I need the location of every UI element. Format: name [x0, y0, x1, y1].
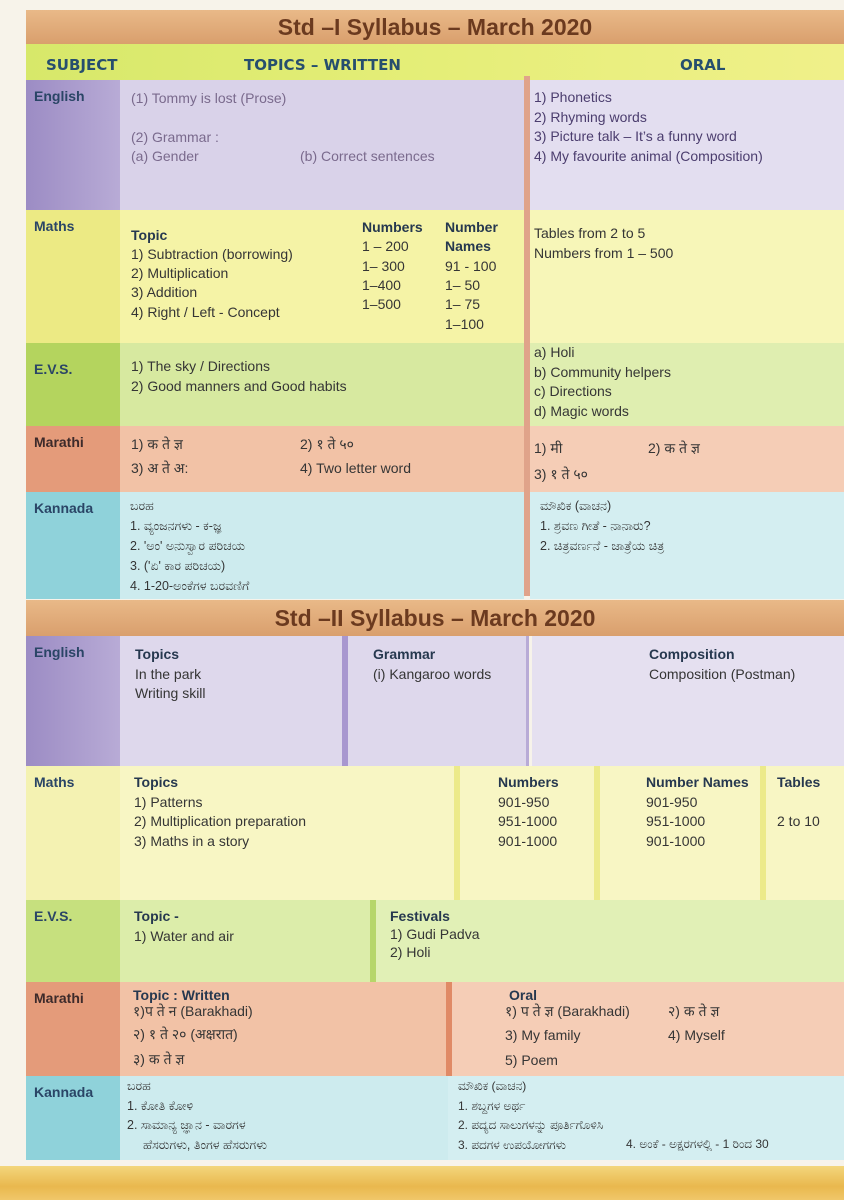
std2-marathi-w3: ३) क ते ज्ञ [133, 1051, 185, 1067]
english-grammar: (2) Grammar : [131, 129, 219, 145]
std2-marathi-subject: Marathi [26, 982, 120, 1076]
std2-marathi-o1: १) प ते ज्ञ (Barakhadi) [505, 1003, 630, 1019]
kannada-w-head: ಬರಹ [130, 499, 154, 513]
evs-oral-3: c) Directions [534, 383, 612, 399]
std2-maths-topic-2: 2) Multiplication preparation [134, 813, 306, 829]
std2-kannada-w-2: 2. ಸಾಮಾನ್ಯ ಜ್ಞಾನ - ವಾರಗಳ [127, 1118, 246, 1132]
maths-numbers-3: 1–400 [362, 277, 401, 293]
kannada-o-head: ಮೌಖಿಕ (ವಾಚನ) [540, 499, 612, 513]
english-sentences: (b) Correct sentences [300, 148, 435, 164]
english-prose: (1) Tommy is lost (Prose) [131, 90, 287, 106]
marathi-o2: 2) क ते ज्ञ [648, 440, 700, 456]
std2-kannada-o-2: 2. ಪದ್ಯದ ಸಾಲುಗಳನ್ನು ಪೂರ್ತಿಗೊಳಿಸಿ [458, 1118, 604, 1132]
std2-maths-numbers-3: 901-1000 [498, 832, 558, 849]
std2-english-topics-label: Topics [135, 646, 180, 662]
marathi-w3: 3) अ ते अ: [131, 460, 189, 476]
std1-english-written [120, 80, 524, 210]
kannada-w-3: 3. ('ಏ' ಕಾರ ಪರಿಚಯ) [130, 559, 226, 573]
std2-marathi-o3: 3) My family [505, 1027, 581, 1043]
std2-maths-tables-value: 2 to 10 [777, 812, 820, 829]
maths-names-label-2: Names [445, 238, 491, 254]
maths-numbers-label: Numbers [362, 219, 423, 235]
std2-english-topic-2: Writing skill [135, 685, 206, 701]
marathi-o1: 1) मी [534, 440, 563, 456]
std1-english-subject: English [26, 80, 120, 210]
maths-oral-1: Tables from 2 to 5 [534, 225, 646, 241]
std2-evs-festival-2: 2) Holi [390, 944, 431, 960]
std2-evs-divider [370, 900, 376, 982]
std1-marathi-written [120, 426, 524, 492]
std2-title-banner [26, 600, 844, 636]
maths-oral-2: Numbers from 1 – 500 [534, 244, 674, 261]
std2-maths-topics-label: Topics [134, 774, 179, 790]
std2-maths-topics [120, 766, 454, 900]
std2-marathi-oral-label: Oral [509, 987, 538, 1003]
std2-maths-divider-3 [760, 766, 766, 900]
maths-topic-1: 1) Subtraction (borrowing) [131, 246, 293, 262]
std2-marathi-oral [452, 982, 844, 1076]
std2-marathi-w1: १)प ते न (Barakhadi) [133, 1003, 253, 1019]
std2-maths-names [600, 766, 760, 900]
std2-english-composition-label: Composition [649, 646, 735, 662]
std1-evs-oral [530, 343, 844, 426]
std1-oral-divider [524, 76, 530, 596]
kannada-w-2: 2. 'ಅಂ' ಅನುಸ್ವಾರ ಪರಿಚಯ [130, 539, 245, 553]
header-topics-written: TOPICS – WRITTEN [244, 56, 401, 74]
std2-maths-numbers-label: Numbers [498, 774, 559, 790]
std2-kannada-subject: Kannada [26, 1076, 120, 1160]
std1-evs-written [120, 343, 524, 426]
std2-evs-topic-label: Topic - [134, 908, 179, 924]
marathi-w2: 2) १ ते ५० [300, 436, 354, 452]
std2-maths-names-label: Number Names [646, 774, 749, 790]
std2-maths-tables [766, 766, 844, 900]
std2-english-grammar-item: (i) Kangaroo words [373, 665, 492, 682]
std2-english-composition-item: Composition (Postman) [649, 665, 796, 682]
kannada-o-1: 1. ಶ್ರವಣ ಗೀತೆ - ನಾನಾರು? [540, 519, 651, 533]
std2-maths-names-3: 901-1000 [646, 832, 706, 849]
std1-kannada-oral [530, 492, 844, 599]
std2-kannada-w-head: ಬರಹ [127, 1079, 151, 1093]
std2-kannada-w-1: 1. ಕೋತಿ ಕೋಳಿ [127, 1098, 194, 1113]
english-oral-4: 4) My favourite animal (Composition) [534, 147, 763, 164]
std2-english-composition [532, 636, 844, 766]
kannada-o-2: 2. ಚಿತ್ರವರ್ಣನೆ - ಜಾತ್ರೆಯ ಚಿತ್ರ [540, 539, 665, 553]
header-subject: SUBJECT [46, 56, 118, 74]
std2-maths-numbers [460, 766, 594, 900]
std1-maths-written [120, 210, 524, 343]
kannada-w-1: 1. ವ್ಯಂಜನಗಳು - ಕ-ಜ್ಞ [130, 519, 222, 533]
std2-kannada-w-3: ಹೆಸರುಗಳು, ತಿಂಗಳ ಹೆಸರುಗಳು [143, 1137, 267, 1152]
std2-evs-festival-1: 1) Gudi Padva [390, 926, 480, 942]
std1-title: Std –I Syllabus – March 2020 [277, 14, 593, 40]
std2-marathi-w2: २) १ ते २० (अक्षरात) [133, 1026, 238, 1042]
maths-names-4: 1–100 [445, 316, 484, 332]
std1-kannada-written [120, 492, 524, 599]
std1-title-banner [26, 10, 844, 44]
std1-maths-oral [530, 210, 844, 343]
english-oral-3: 3) Picture talk – It’s a funny word [534, 128, 737, 144]
english-oral-2: 2) Rhyming words [534, 108, 647, 125]
std2-marathi-divider [446, 982, 452, 1076]
std2-maths-subject: Maths [26, 766, 120, 900]
maths-names-3: 1– 75 [445, 296, 481, 312]
maths-topic-label: Topic [131, 227, 168, 243]
marathi-o3: 3) १ ते ५० [534, 466, 588, 482]
kannada-w-4: 4. 1-20-ಅಂಕೆಗಳ ಬರವಣಿಗೆ [130, 579, 250, 593]
std2-maths-numbers-1: 901-950 [498, 793, 550, 810]
std2-maths-divider-2 [594, 766, 600, 900]
std2-maths-tables-label: Tables [777, 774, 821, 790]
evs-topic-2: 2) Good manners and Good habits [131, 377, 347, 394]
std1-maths-subject: Maths [26, 210, 120, 343]
std2-evs-topic [120, 900, 370, 982]
evs-oral-1: a) Holi [534, 344, 575, 360]
marathi-w4: 4) Two letter word [300, 460, 412, 476]
std2-kannada-oral [448, 1076, 844, 1160]
maths-numbers-1: 1 – 200 [362, 238, 409, 254]
std2-english-grammar [348, 636, 526, 766]
english-oral-1: 1) Phonetics [534, 89, 612, 105]
std2-maths-topic-3: 3) Maths in a story [134, 832, 250, 849]
std1-marathi-oral [530, 426, 844, 492]
std1-header-row [26, 44, 844, 80]
maths-numbers-2: 1– 300 [362, 258, 405, 274]
std2-kannada-o-head: ಮೌಖಿಕ (ವಾಚನ) [458, 1079, 527, 1093]
std2-english-divider-2 [526, 636, 529, 766]
std1-english-oral [530, 80, 844, 210]
std2-evs-subject: E.V.S. [26, 900, 120, 982]
std2-maths-divider-1 [454, 766, 460, 900]
english-gender: (a) Gender [131, 148, 199, 164]
std2-maths-names-1: 901-950 [646, 793, 698, 810]
maths-topic-3: 3) Addition [131, 284, 198, 300]
std2-english-topics [120, 636, 342, 766]
maths-names-label-1: Number [445, 219, 498, 235]
std2-marathi-o5: 5) Poem [505, 1052, 558, 1068]
maths-topic-2: 2) Multiplication [131, 265, 229, 281]
marathi-w1: 1) क ते ज्ञ [131, 436, 183, 452]
std2-marathi-o4: 4) Myself [668, 1027, 725, 1043]
std2-english-grammar-label: Grammar [373, 646, 436, 662]
maths-names-1: 91 - 100 [445, 258, 497, 274]
std2-english-topic-1: In the park [135, 665, 202, 682]
std2-english-subject: English [26, 636, 120, 766]
std2-english-divider-1 [342, 636, 348, 766]
std2-kannada-o-3: 3. ಪದಗಳ ಉಪಯೋಗಗಳು [458, 1137, 566, 1152]
std2-evs-topic-item: 1) Water and air [134, 927, 234, 944]
std2-kannada-written [120, 1076, 448, 1160]
std1-kannada-subject: Kannada [26, 492, 120, 599]
std2-maths-topic-1: 1) Patterns [134, 793, 203, 810]
header-oral: ORAL [680, 56, 726, 74]
std2-maths-numbers-2: 951-1000 [498, 813, 558, 829]
evs-oral-2: b) Community helpers [534, 363, 671, 380]
maths-numbers-4: 1–500 [362, 296, 401, 312]
std2-marathi-written-label: Topic : Written [133, 987, 230, 1003]
std2-evs-festivals-label: Festivals [390, 908, 450, 924]
std1-evs-subject: E.V.S. [26, 343, 120, 426]
std2-kannada-o-4: 4. ಅಂಕೆ - ಅಕ್ಷರಗಳಲ್ಲಿ - 1 ರಿಂದ 30 [626, 1137, 769, 1151]
std2-marathi-written [120, 982, 446, 1076]
evs-topic-1: 1) The sky / Directions [131, 358, 271, 374]
evs-oral-4: d) Magic words [534, 402, 629, 419]
std2-title: Std –II Syllabus – March 2020 [274, 605, 596, 631]
std2-evs-festivals [376, 900, 844, 982]
bottom-band [0, 1166, 844, 1200]
std2-maths-names-2: 951-1000 [646, 813, 706, 829]
std2-kannada-o-1: 1. ಶಬ್ದಗಳ ಅರ್ಥ [458, 1098, 526, 1113]
maths-topic-4: 4) Right / Left - Concept [131, 304, 280, 320]
std2-marathi-o2: २) क ते ज्ञ [668, 1003, 720, 1019]
std1-marathi-subject: Marathi [26, 426, 120, 492]
maths-names-2: 1– 50 [445, 277, 481, 293]
